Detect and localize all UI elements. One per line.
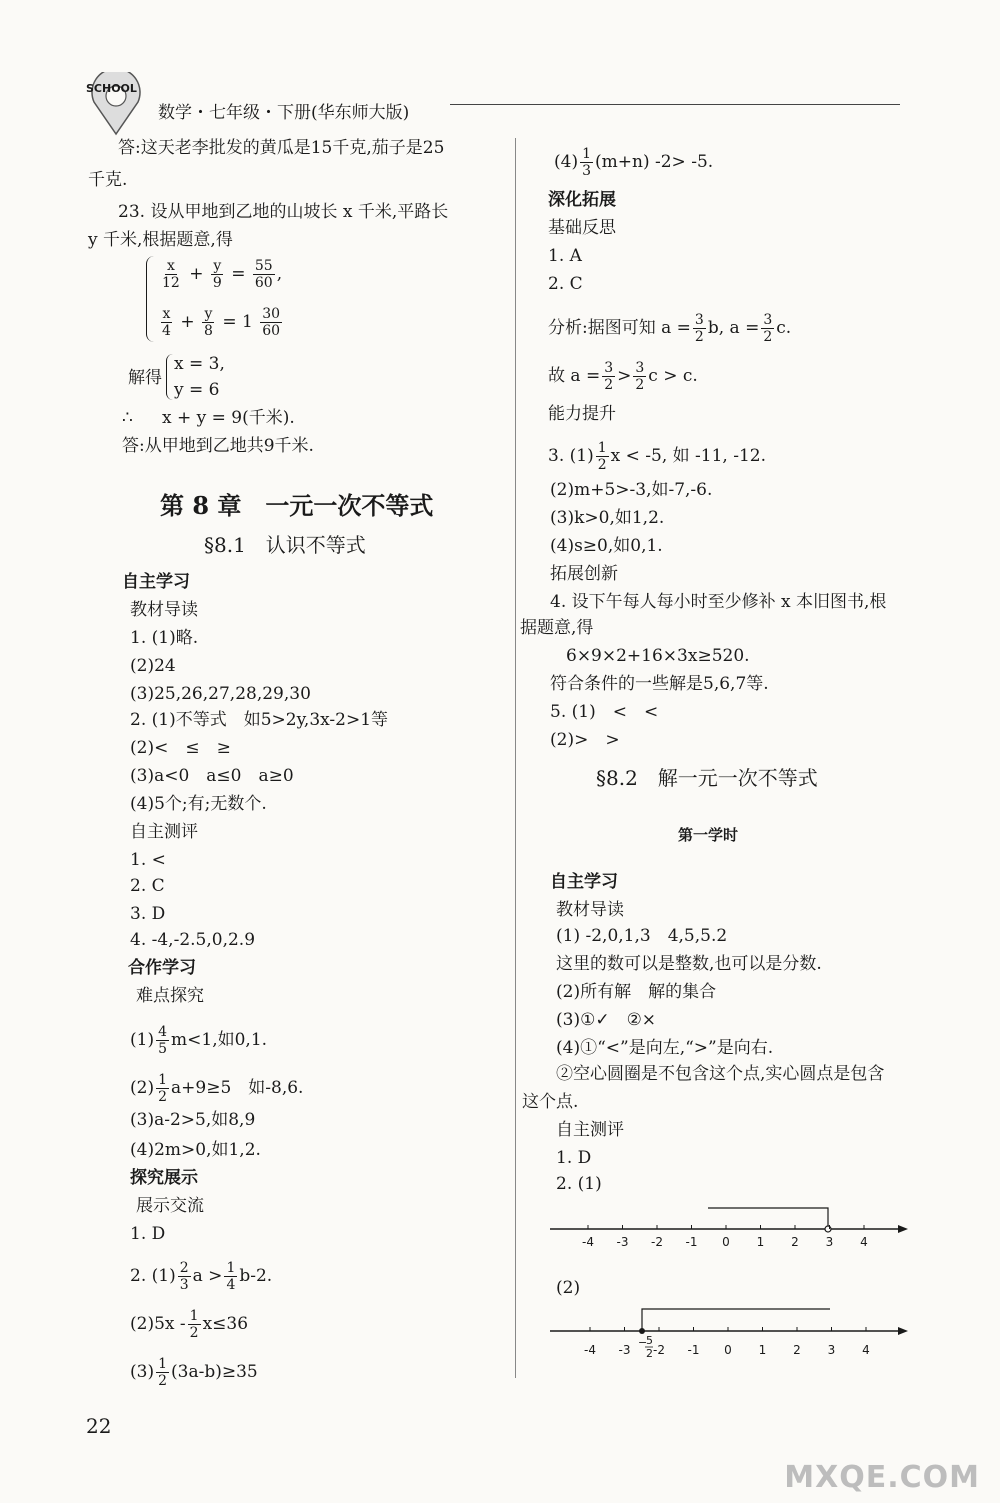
tick-label: 1: [756, 1235, 765, 1249]
tick-label: -4: [584, 1343, 596, 1357]
tick-label: 2: [793, 1343, 801, 1357]
svg-text:SCHOOL: SCHOOL: [86, 82, 137, 95]
chapter-title: 第 8 章 一元一次不等式: [160, 491, 434, 520]
svg-text:2: 2: [646, 1347, 653, 1360]
number-line-2: [546, 1300, 916, 1380]
answer-item: (4)5个;有;无数个.: [130, 794, 267, 814]
tick-label: -1: [685, 1235, 698, 1249]
answer-item: (2)所有解 解的集合: [556, 982, 717, 1002]
subheading: 展示交流: [136, 1196, 204, 1216]
lesson-title: 第一学时: [678, 826, 739, 844]
tick-label: 2: [791, 1235, 799, 1249]
answer-item: (4)s≥0,如0,1.: [550, 536, 663, 556]
heading-deepen: 深化拓展: [548, 190, 616, 210]
answer-item: (4)2m>0,如1,2.: [130, 1140, 261, 1160]
analysis-line: 故 a = $\frac{3}{2}$ > $\frac{3}{2}$ c > c.: [548, 360, 698, 394]
problem-4-cont: 据题意,得: [520, 618, 594, 638]
subheading: 拓展创新: [550, 564, 618, 584]
answer-item: (4)①“<”是向左,“>”是向右.: [556, 1038, 774, 1058]
answer-item: 符合条件的一些解是5,6,7等.: [550, 674, 769, 694]
column-divider: [515, 138, 516, 1378]
running-header-title: 数学・七年级・下册(华东师大版): [158, 103, 410, 123]
answer-item: (2)> >: [550, 730, 620, 750]
tick-label: 3: [825, 1235, 834, 1249]
tick-label: -2: [651, 1235, 663, 1249]
answer-item: (3)25,26,27,28,29,30: [130, 684, 311, 704]
svg-text:5: 5: [646, 1334, 653, 1347]
answer-item: (1) -2,0,1,3 4,5,5.2: [556, 926, 728, 946]
sum-line: x + y = 9(千米).: [162, 408, 295, 428]
answer-item: 1. D: [556, 1148, 592, 1168]
heading-self-study: 自主学习: [550, 872, 618, 892]
answer-item: (2)24: [130, 656, 176, 676]
solution-brace: [166, 354, 173, 400]
number-line-1: [546, 1198, 916, 1250]
watermark: MXQE.COM: [784, 1460, 980, 1495]
answer-item: 2. (1) $\frac{2}{3}$ a > $\frac{1}{4}$ b-2.: [130, 1260, 273, 1294]
inequality-line: 6×9×2+16×3x≥520.: [566, 646, 750, 666]
school-logo: [80, 72, 152, 140]
answer-item: 5. (1) < <: [550, 702, 659, 722]
solution-label: 解得: [128, 368, 162, 388]
tick-label: 0: [724, 1343, 732, 1357]
answer-item: 3. (1) $\frac{1}{2}$ x < -5, 如 -11, -12.: [548, 440, 767, 474]
subheading: 教材导读: [130, 600, 198, 620]
answer-item: 2. (1): [556, 1174, 602, 1194]
tick-label: 0: [722, 1235, 730, 1249]
answer-item: (4) $\frac{1}{3}$ (m+n) -2> -5.: [554, 146, 714, 180]
tick-label: 3: [827, 1343, 836, 1357]
subheading: 教材导读: [556, 900, 624, 920]
equation-1: $\frac{x}{12}$ + $\frac{y}{9}$ = $\frac{55}{60}$ ,: [162, 258, 283, 292]
answer-item: 4. -4,-2.5,0,2.9: [130, 930, 256, 950]
subheading: 难点探究: [136, 986, 204, 1006]
answer-item: 2. C: [130, 876, 165, 896]
tick-label: 1: [758, 1343, 767, 1357]
subheading: 自主测评: [130, 822, 198, 842]
answer-item: 1. <: [130, 850, 166, 870]
answer-line: 答:这天老李批发的黄瓜是15千克,茄子是25: [118, 138, 445, 158]
therefore-symbol: ∴: [122, 408, 133, 428]
header-rule: [450, 104, 900, 105]
tick-label: -1: [687, 1343, 700, 1357]
answer-item: (2) $\frac{1}{2}$ a+9≥5 如-8,6.: [130, 1072, 304, 1106]
tick-label: 4: [862, 1343, 870, 1357]
subheading: 自主测评: [556, 1120, 624, 1140]
answer-item: 这个点.: [522, 1092, 579, 1112]
problem-23-cont: y 千米,根据题意,得: [88, 230, 233, 250]
answer-item: (3) $\frac{1}{2}$ (3a-b)≥35: [130, 1356, 258, 1390]
section-title: §8.1 认识不等式: [204, 533, 366, 557]
answer-item: (3)k>0,如1,2.: [550, 508, 665, 528]
answer-item: (2)< ≤ ≥: [130, 738, 231, 758]
answer-item: ②空心圆圈是不包含这个点,实心圆点是包含: [556, 1064, 885, 1084]
final-answer: 答:从甲地到乙地共9千米.: [122, 436, 314, 456]
answer-item: 1. (1)略.: [130, 628, 199, 648]
heading-self-study: 自主学习: [122, 572, 190, 592]
tick-label: 4: [860, 1235, 868, 1249]
answer-item: 3. D: [130, 904, 166, 924]
answer-item: 1. A: [548, 246, 582, 266]
subheading: 基础反思: [548, 218, 616, 238]
tick-label: -4: [582, 1235, 594, 1249]
subheading: 能力提升: [548, 404, 616, 424]
equation-2: $\frac{x}{4}$ + $\frac{y}{8}$ = 1 $\frac{30}{60}$: [162, 306, 281, 340]
answer-item: (3)①✓ ②×: [556, 1010, 657, 1030]
answer-item: 2. C: [548, 274, 583, 294]
system-brace: [146, 256, 155, 342]
heading-cooperative: 合作学习: [128, 958, 196, 978]
problem-4: 4. 设下午每人每小时至少修补 x 本旧图书,根: [550, 592, 887, 612]
answer-item: 这里的数可以是整数,也可以是分数.: [556, 954, 822, 974]
heading-exploration: 探究展示: [130, 1168, 198, 1188]
tick-label: -3: [616, 1235, 629, 1249]
answer-item: (3)a<0 a≤0 a≥0: [130, 766, 294, 786]
svg-text:−: −: [638, 1336, 648, 1349]
answer-item: 2. (1)不等式 如5>2y,3x-2>1等: [130, 710, 389, 730]
solution-x: x = 3,: [174, 354, 225, 374]
answer-item: (3)a-2>5,如8,9: [130, 1110, 256, 1130]
minus-five-halves-label: [638, 1334, 653, 1360]
school-logo-icon: [80, 72, 152, 140]
solution-y: y = 6: [174, 380, 220, 400]
problem-23: 23. 设从甲地到乙地的山坡长 x 千米,平路长: [118, 202, 449, 222]
page-number: 22: [86, 1414, 112, 1438]
section-title: §8.2 解一元一次不等式: [596, 766, 818, 790]
tick-label: -3: [618, 1343, 631, 1357]
tick-label: -2: [653, 1343, 665, 1357]
answer-item: (2): [556, 1278, 581, 1298]
answer-item: (1) $\frac{4}{5}$ m<1,如0,1.: [130, 1024, 268, 1058]
answer-item: 1. D: [130, 1224, 166, 1244]
answer-line: 千克.: [88, 170, 128, 190]
answer-item: (2)5x - $\frac{1}{2}$ x≤36: [130, 1308, 249, 1342]
answer-item: (2)m+5>-3,如-7,-6.: [550, 480, 713, 500]
analysis-line: 分析:据图可知 a = $\frac{3}{2}$ b, a = $\frac{3}{2}$ c.: [548, 312, 792, 346]
